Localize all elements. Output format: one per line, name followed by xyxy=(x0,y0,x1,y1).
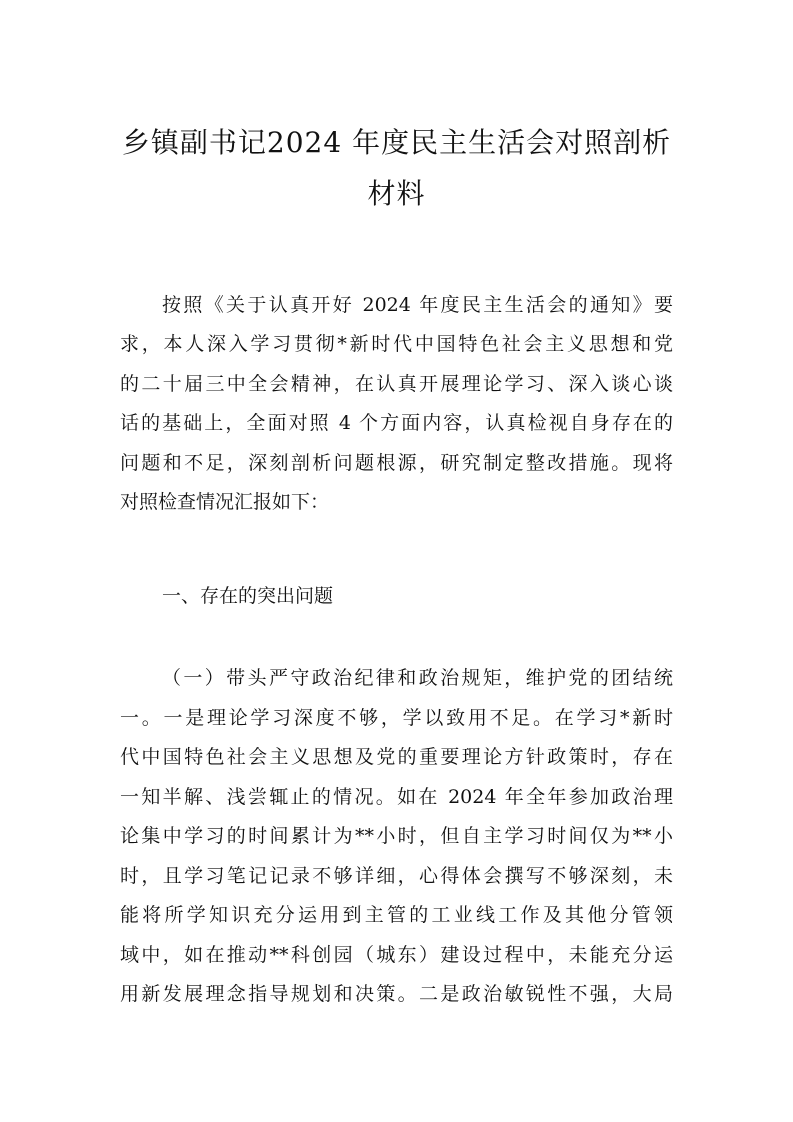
body-line: （一）带头严守政治纪律和政治规矩，维护党的团结统 xyxy=(162,667,673,689)
document-title-line-1: 乡镇副书记2024 年度民主生活会对照剖析 xyxy=(121,126,672,159)
document-title-line-2: 材料 xyxy=(367,177,426,210)
body-line: 能将所学知识充分运用到主管的工业线工作及其他分管领 xyxy=(120,904,673,926)
intro-line: 的二十届三中全会精神，在认真开展理论学习、深入谈心谈 xyxy=(120,373,673,395)
body-line: 域中，如在推动**科创园（城东）建设过程中，未能充分运 xyxy=(120,944,673,966)
body-line: 一知半解、浅尝辄止的情况。如在 2024 年全年参加政治理 xyxy=(120,786,673,808)
body-line: 时，且学习笔记记录不够详细，心得体会撰写不够深刻，未 xyxy=(120,865,673,887)
intro-line: 话的基础上，全面对照 4 个方面内容，认真检视自身存在的 xyxy=(120,412,673,434)
body-line: 代中国特色社会主义思想及党的重要理论方针政策时，存在 xyxy=(120,746,673,768)
intro-line: 问题和不足，深刻剖析问题根源，研究制定整改措施。现将 xyxy=(120,452,673,474)
section-heading: 一、存在的突出问题 xyxy=(162,585,334,607)
body-line: 用新发展理念指导规划和决策。二是政治敏锐性不强，大局 xyxy=(120,983,673,1005)
intro-line: 对照检查情况汇报如下： xyxy=(120,491,330,513)
body-line: 一。一是理论学习深度不够，学以致用不足。在学习*新时 xyxy=(120,707,673,729)
intro-line: 求，本人深入学习贯彻*新时代中国特色社会主义思想和党 xyxy=(120,333,673,355)
intro-line: 按照《关于认真开好 2024 年度民主生活会的通知》要 xyxy=(162,294,673,316)
body-line: 论集中学习的时间累计为**小时，但自主学习时间仅为**小 xyxy=(120,825,673,847)
